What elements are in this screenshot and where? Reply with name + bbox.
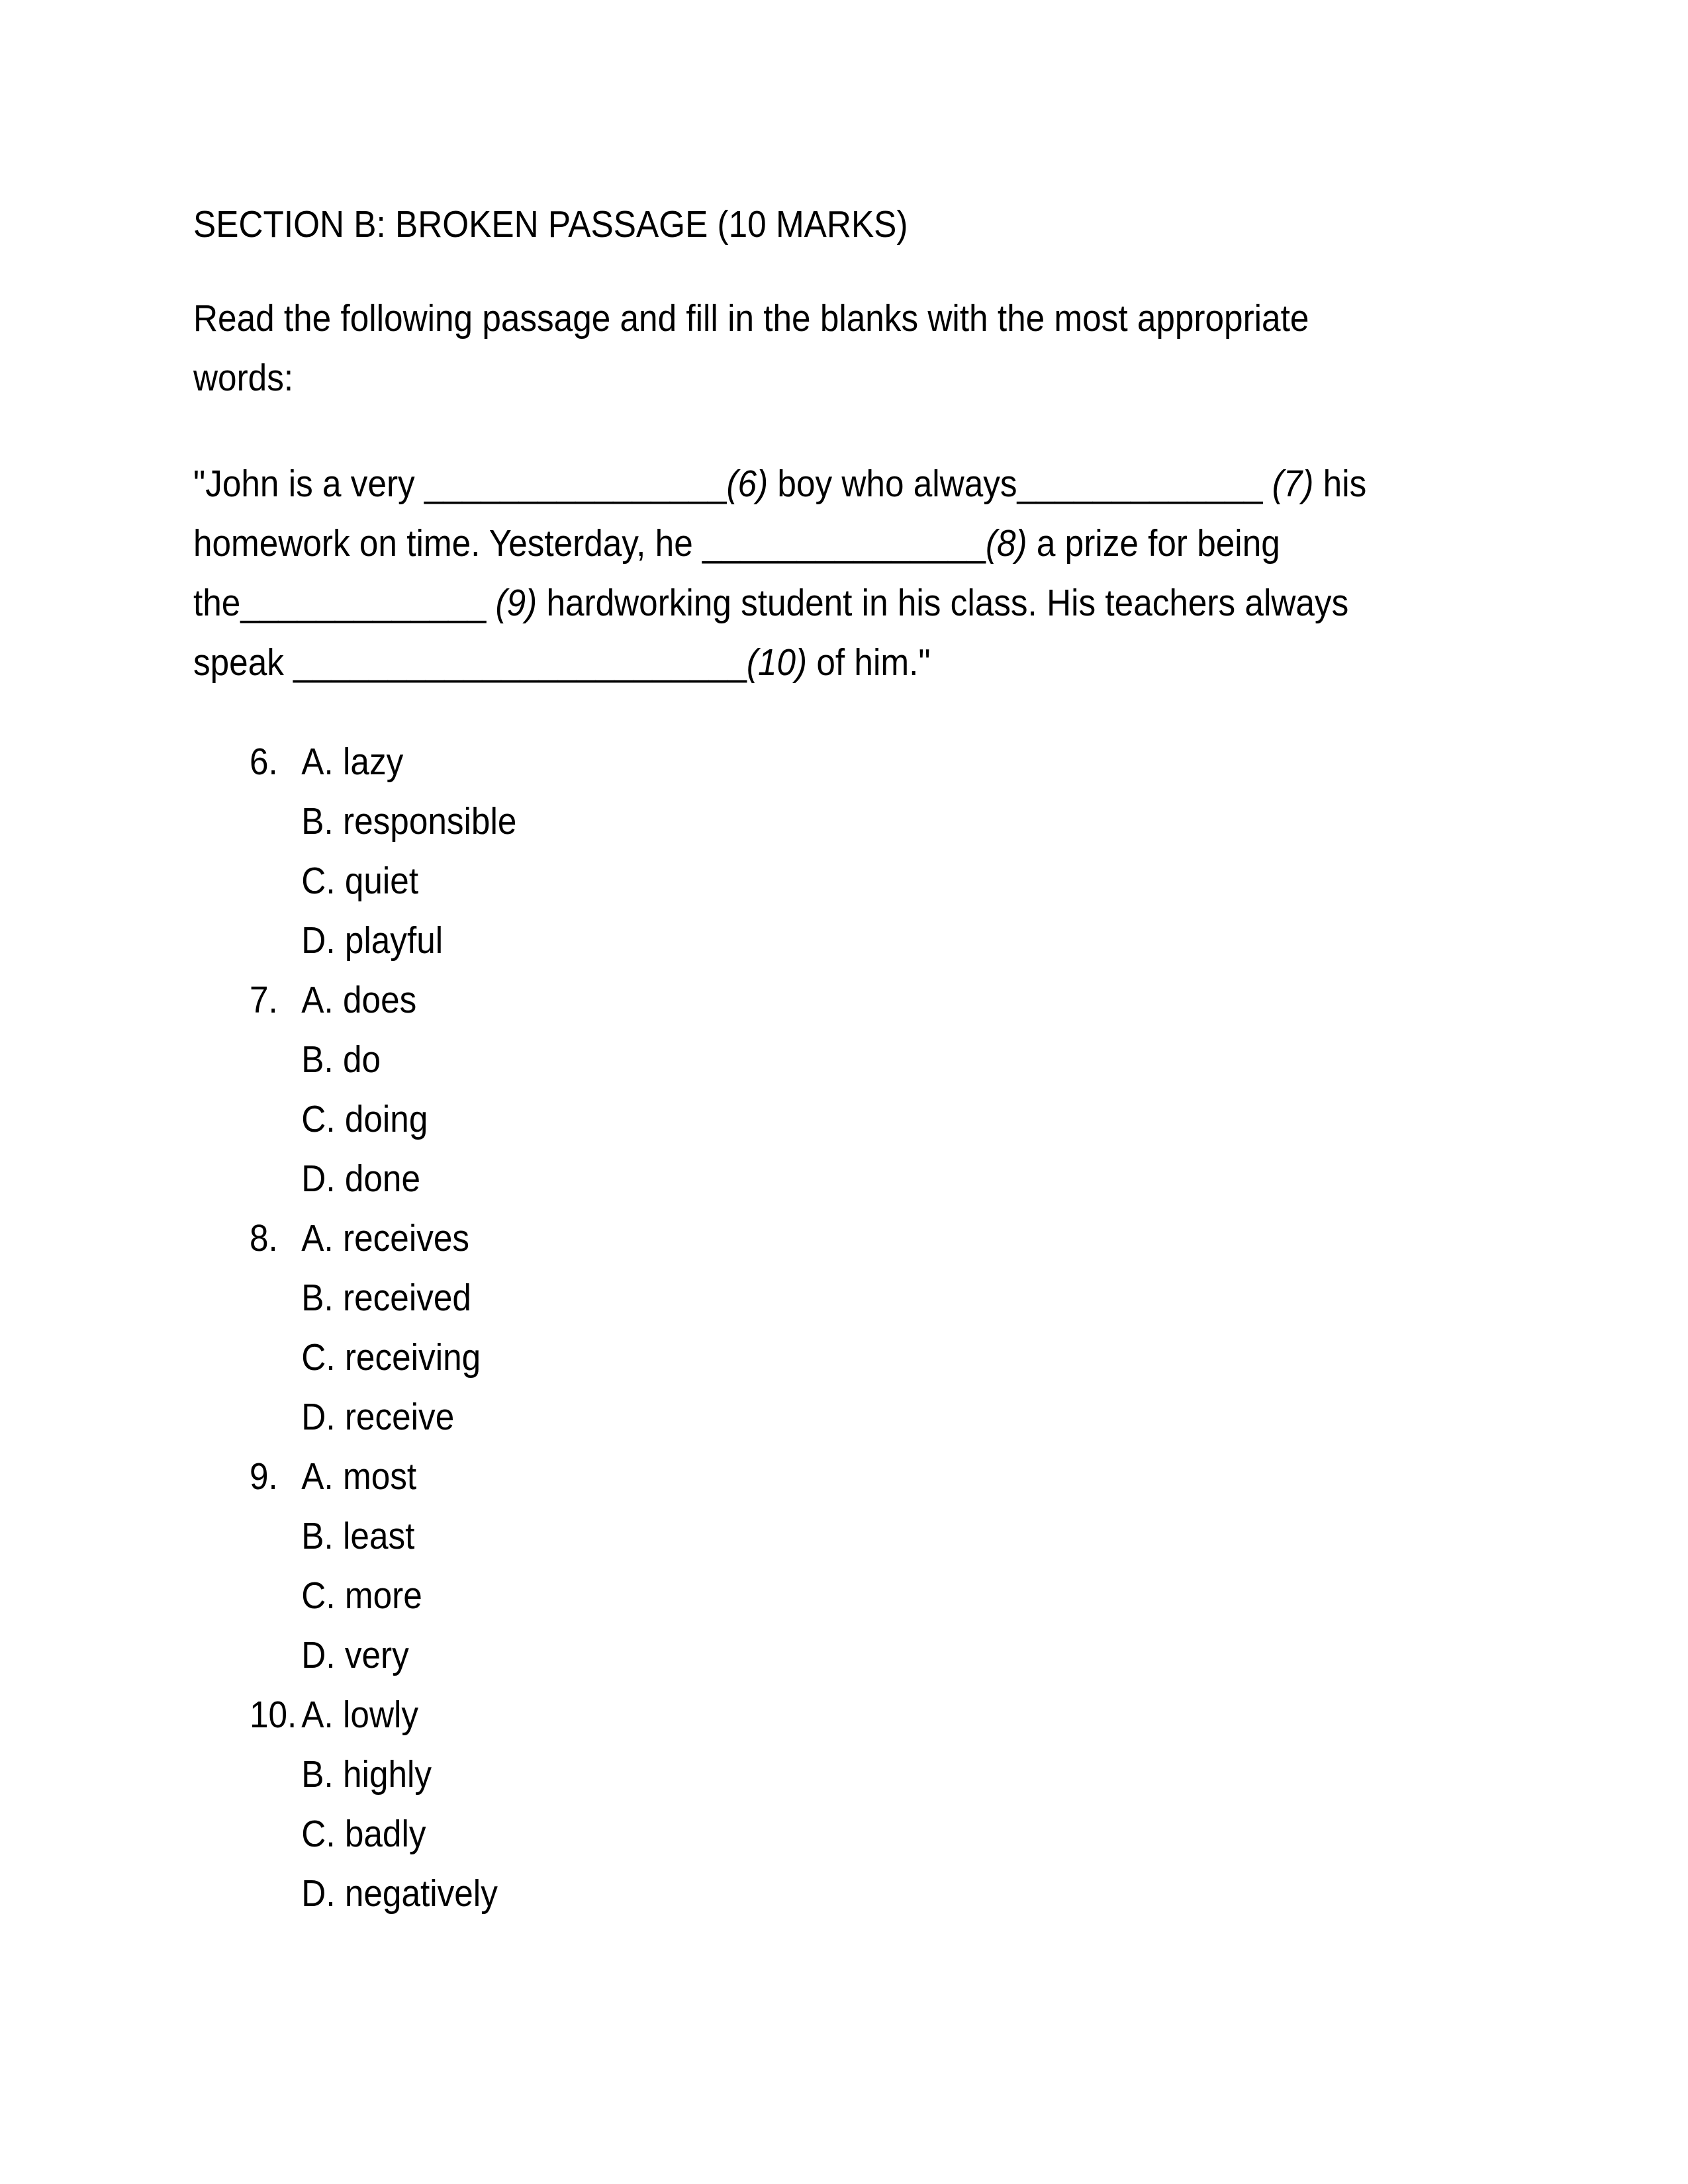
passage-text: boy who always <box>768 463 1017 505</box>
option-row <box>193 1268 1583 1328</box>
page-content <box>193 195 1583 1923</box>
passage-text: of him." <box>807 641 931 684</box>
instruction-line-text: Read the following passage and fill in the blanks with the most appropriate <box>193 297 1309 340</box>
option-row-text <box>250 792 516 851</box>
blank-number-marker: (10) <box>746 641 808 684</box>
blank-number-marker: (6) <box>726 463 769 505</box>
option-text: C. badly <box>301 1813 426 1855</box>
option-text: C. receiving <box>301 1336 481 1379</box>
option-row-text <box>250 1566 422 1625</box>
question-row <box>193 1447 1583 1506</box>
option-row-text <box>250 1387 454 1447</box>
option-text: B. received <box>301 1277 471 1319</box>
passage-line-text <box>193 514 1280 573</box>
passage-line-text <box>193 573 1348 633</box>
option-text: D. very <box>301 1634 409 1676</box>
passage-text: speak <box>193 641 294 684</box>
passage-line-text <box>193 633 931 692</box>
question-number: 9. <box>250 1455 278 1498</box>
option-row <box>193 1387 1583 1447</box>
option-text: C. quiet <box>301 860 419 902</box>
question-row <box>193 1685 1583 1745</box>
option-row-text <box>250 851 418 911</box>
option-row <box>193 1745 1583 1804</box>
option-row-text <box>250 1745 432 1804</box>
blank-number-marker: (7) <box>1272 463 1314 505</box>
option-row <box>193 1804 1583 1864</box>
option-row-text <box>250 1447 416 1506</box>
option-row-text <box>250 970 416 1030</box>
passage-text <box>486 582 495 624</box>
option-row <box>193 1328 1583 1387</box>
section-heading <box>193 195 1583 254</box>
passage-text: his <box>1313 463 1367 505</box>
broken-passage <box>193 454 1583 692</box>
option-row-text <box>250 1030 381 1089</box>
question-number: 7. <box>250 979 278 1021</box>
question-number: 6. <box>250 741 278 783</box>
instruction-line-text: words: <box>193 357 294 399</box>
option-row <box>193 1506 1583 1566</box>
instructions-paragraph <box>193 289 1583 408</box>
option-row-text <box>250 1208 469 1268</box>
option-row <box>193 792 1583 851</box>
option-row-text <box>250 1328 481 1387</box>
option-row <box>193 1864 1583 1923</box>
option-row <box>193 1566 1583 1625</box>
section-heading-text: SECTION B: BROKEN PASSAGE (10 MARKS) <box>193 203 908 246</box>
fill-in-blank: _____________ <box>240 582 487 624</box>
option-text: B. highly <box>301 1753 432 1796</box>
passage-text <box>1262 463 1272 505</box>
option-row-text <box>250 1268 471 1328</box>
blank-number-marker: (9) <box>495 582 538 624</box>
passage-line <box>193 573 1583 633</box>
option-row-text <box>250 1685 418 1745</box>
option-text: A. lowly <box>301 1694 419 1736</box>
passage-line-text <box>193 454 1366 514</box>
question-row <box>193 1208 1583 1268</box>
fill-in-blank: ________________ <box>424 463 727 505</box>
option-text: B. responsible <box>301 800 517 842</box>
passage-line <box>193 514 1583 573</box>
option-text: D. done <box>301 1158 420 1200</box>
option-text: A. lazy <box>301 741 404 783</box>
option-row-text <box>250 1625 409 1685</box>
option-text: D. playful <box>301 919 444 962</box>
option-row <box>193 1149 1583 1208</box>
option-row-text <box>250 732 403 792</box>
option-text: A. receives <box>301 1217 470 1259</box>
option-text: A. does <box>301 979 417 1021</box>
question-number: 10. <box>250 1694 297 1736</box>
option-text: B. do <box>301 1038 381 1081</box>
instruction-line <box>193 289 1583 348</box>
question-row <box>193 732 1583 792</box>
option-text: D. receive <box>301 1396 455 1438</box>
option-row-text <box>250 1864 498 1923</box>
passage-line <box>193 633 1583 692</box>
option-row <box>193 851 1583 911</box>
questions-list <box>193 732 1583 1923</box>
question-number: 8. <box>250 1217 278 1259</box>
passage-text: the <box>193 582 241 624</box>
option-row <box>193 1625 1583 1685</box>
option-text: D. negatively <box>301 1872 498 1915</box>
option-text: B. least <box>301 1515 415 1557</box>
passage-text: hardworking student in his class. His teachers always <box>537 582 1349 624</box>
passage-line <box>193 454 1583 514</box>
passage-text: homework on time. Yesterday, he <box>193 522 702 565</box>
option-row-text <box>250 1506 414 1566</box>
option-row-text <box>250 911 443 970</box>
passage-text: a prize for being <box>1027 522 1280 565</box>
fill-in-blank: _____________ <box>1017 463 1263 505</box>
question-row <box>193 970 1583 1030</box>
option-row <box>193 1030 1583 1089</box>
option-row-text <box>250 1804 426 1864</box>
option-text: C. doing <box>301 1098 428 1140</box>
fill-in-blank: _______________ <box>702 522 986 565</box>
fill-in-blank: ________________________ <box>293 641 747 684</box>
passage-text: "John is a very <box>193 463 424 505</box>
option-text: A. most <box>301 1455 417 1498</box>
option-row <box>193 1089 1583 1149</box>
option-row-text <box>250 1089 428 1149</box>
option-row <box>193 911 1583 970</box>
instruction-line <box>193 348 1583 408</box>
option-row-text <box>250 1149 420 1208</box>
option-text: C. more <box>301 1574 422 1617</box>
blank-number-marker: (8) <box>985 522 1027 565</box>
